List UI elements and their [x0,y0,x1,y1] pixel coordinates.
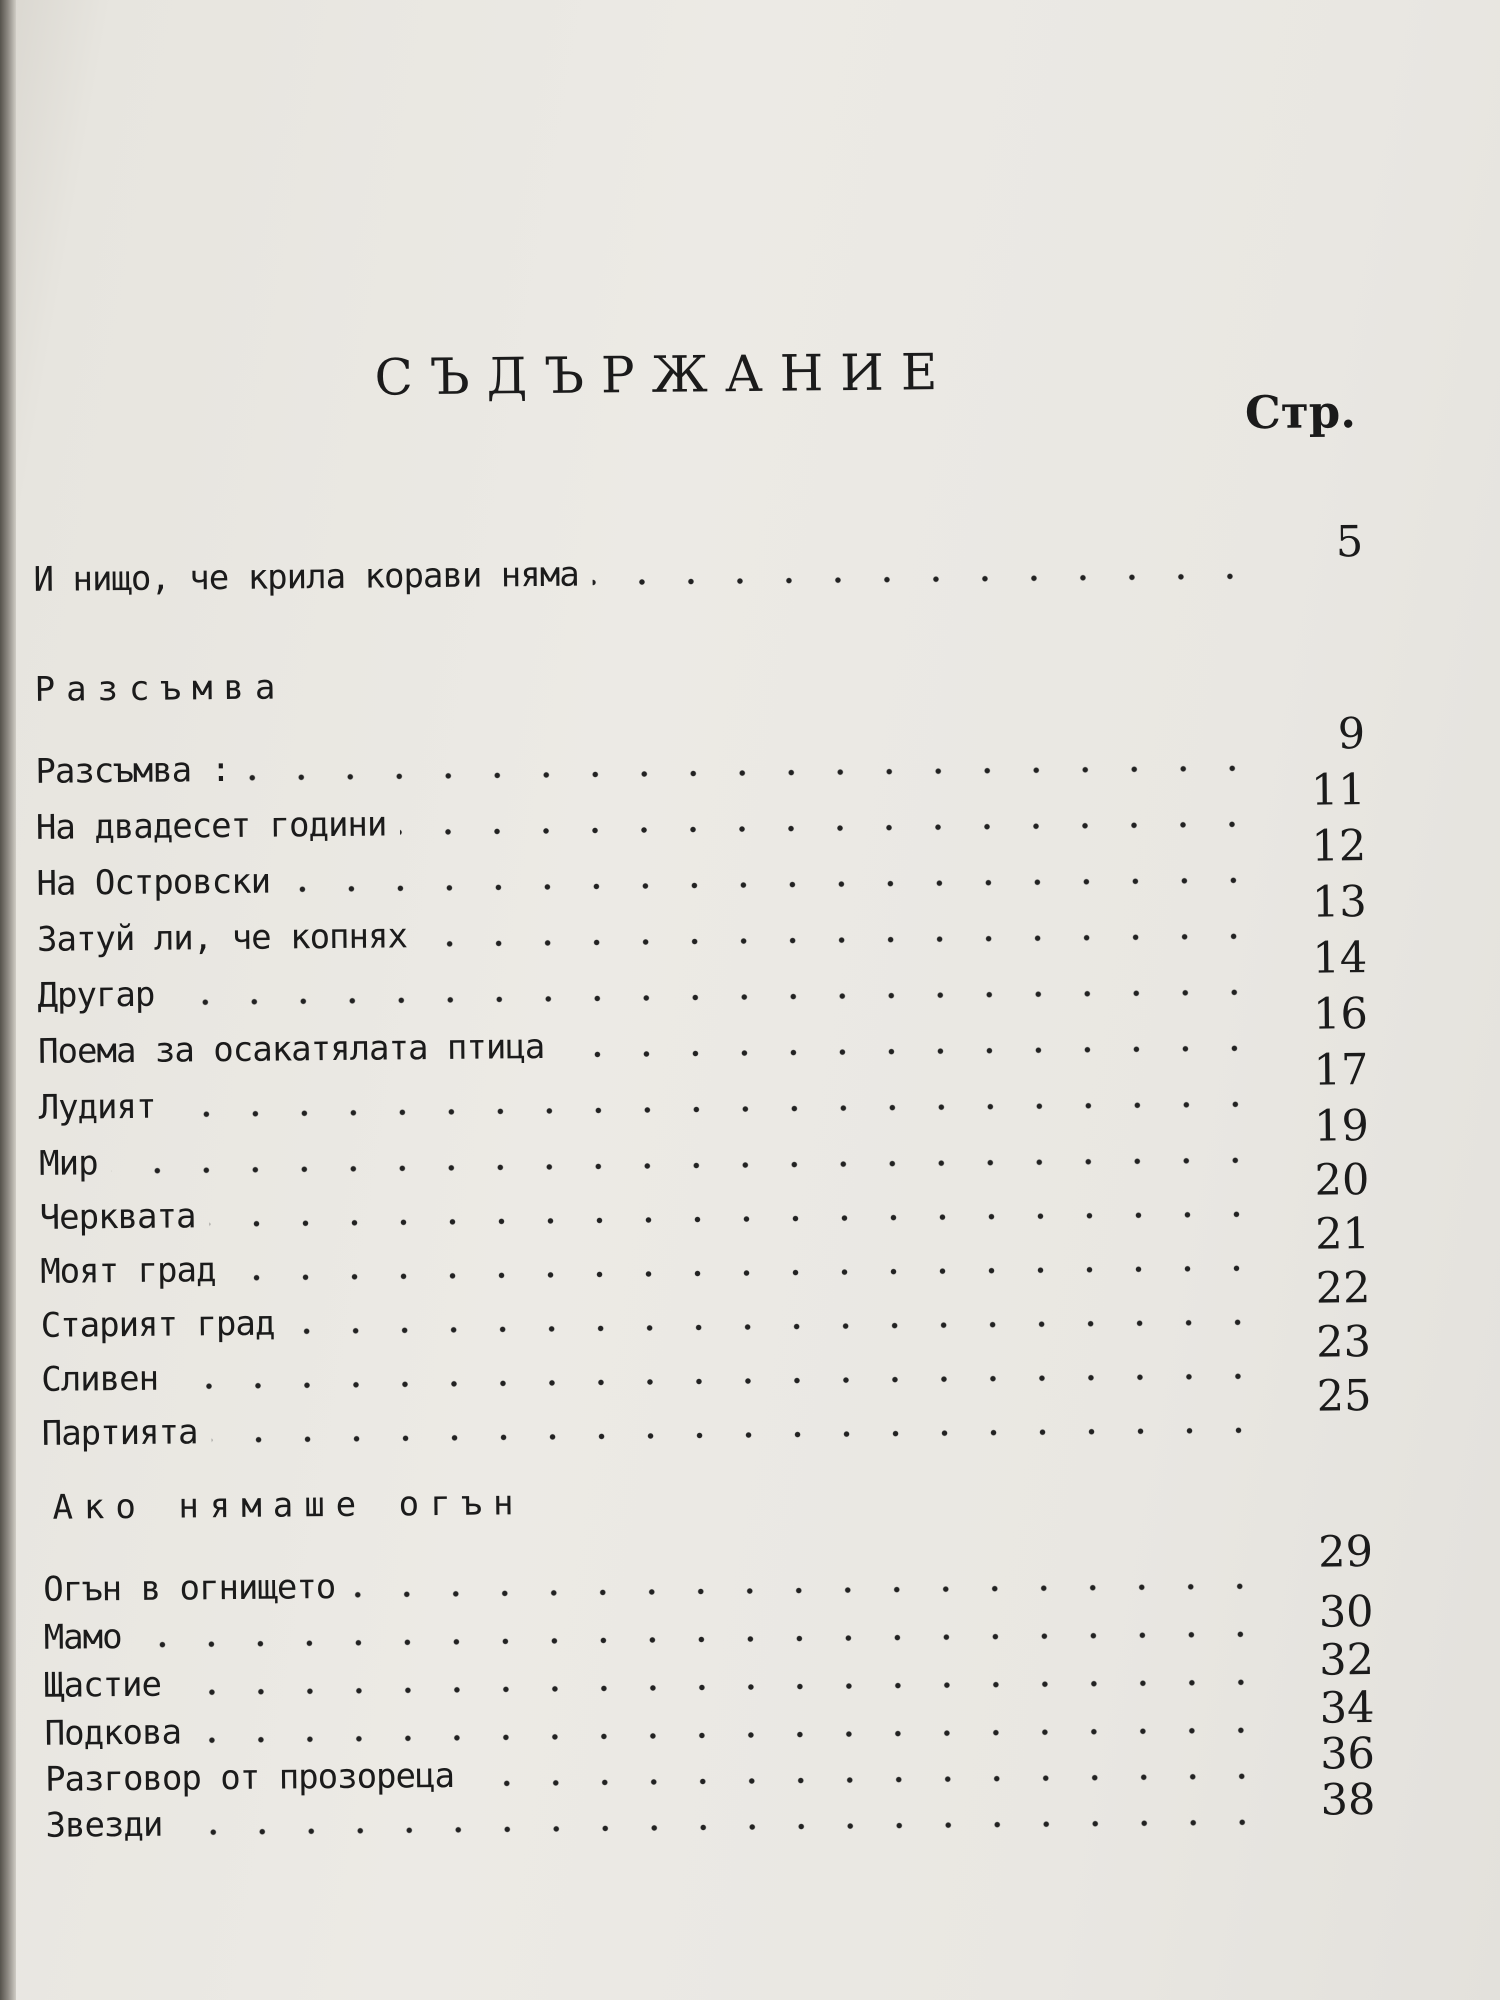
toc-entry-page: 30 [1318,1587,1374,1638]
toc-entry-page: 22 [1315,1263,1371,1314]
toc-entry-title: Моят град [40,1250,216,1292]
toc-entry-title: Мир [38,1143,98,1184]
toc-entry-page: 34 [1319,1683,1375,1734]
section-header: Разсъмва [34,667,287,710]
toc-entry-page: 12 [1311,821,1367,872]
dot-leader [593,572,1255,586]
toc-entry-title: Сливен [41,1358,159,1400]
dot-leader [229,1264,1261,1282]
toc-entry-title: Огън в огнището [43,1567,336,1610]
toc-entry-title: Партията [41,1412,198,1454]
page-title: СЪДЪРЖАНИЕ [374,343,955,407]
dot-leader [168,988,1258,1006]
toc-entry-page: 32 [1319,1635,1375,1686]
toc-entry-title: Черквата [39,1196,196,1238]
toc-entry-title: Затуй ли, че копнях [36,916,408,960]
dot-leader [209,1210,1260,1228]
dot-leader [169,1100,1259,1118]
toc-entry-page: 14 [1312,933,1368,984]
toc-entry-page: 23 [1315,1317,1372,1368]
toc-entry-title: Другар [37,974,155,1016]
toc-entry-title: И нищо, че крила корави няма [33,554,579,600]
dot-leader [176,1818,1266,1836]
toc-entry-title: Лудият [38,1086,156,1128]
dot-leader [288,1318,1261,1335]
toc-entry-intro [33,517,1364,600]
toc-entry-page: 5 [1335,517,1364,568]
toc-entry-title: Щастие [43,1664,162,1706]
toc-entry-page: 19 [1313,1101,1370,1152]
toc-entry-title: Старият град [40,1303,275,1346]
toc-entry-page: 36 [1319,1729,1376,1780]
toc-entry-title: Поема за осакатялата птица [37,1026,545,1072]
toc-entry-page: 9 [1337,709,1366,760]
dot-leader [400,820,1257,836]
toc-entry-page: 11 [1310,765,1366,816]
dot-leader [212,1426,1263,1444]
dot-leader [172,1372,1262,1390]
section-header: Ако нямаше огън [52,1483,525,1528]
dot-leader [421,932,1258,948]
toc-entry-page: 16 [1312,989,1369,1040]
toc-entry-title: Разговор от прозореца [44,1755,455,1800]
toc-entry-title: На двадесет години [35,804,387,848]
toc-entry-page: 20 [1314,1155,1370,1206]
toc-entry-page: 38 [1320,1775,1376,1826]
toc-entry-page: 21 [1314,1209,1371,1260]
toc-entry-page: 17 [1313,1045,1369,1096]
toc-entry-page: 29 [1318,1527,1374,1578]
page-column-label: Стр. [1244,385,1357,440]
toc-entry-title: Разсъмва : [35,749,231,792]
book-gutter [0,0,16,2000]
dot-leader [558,1044,1259,1059]
toc-entry [35,709,1366,792]
dot-leader [112,1156,1261,1175]
toc-entry-title: Мамо [43,1617,122,1658]
dot-leader [284,876,1257,893]
toc-sheet [16,0,1500,2000]
toc-entry-page: 25 [1316,1371,1372,1422]
toc-entry-title: Звезди [45,1804,163,1846]
dot-leader [244,764,1256,782]
toc-entry-page: 13 [1311,877,1367,928]
toc-entry-title: На Островски [36,861,271,904]
toc-entry-title: Подкова [44,1712,182,1754]
